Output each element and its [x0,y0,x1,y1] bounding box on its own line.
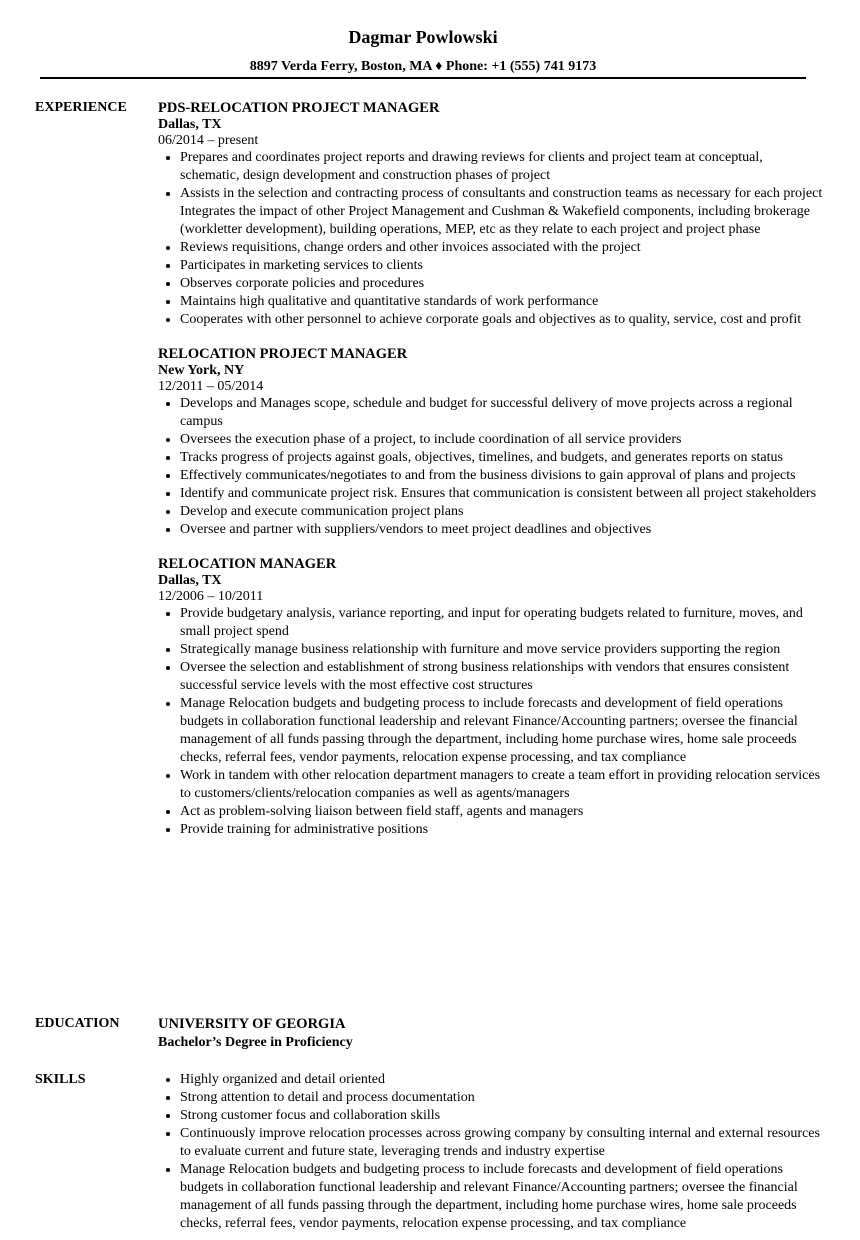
job-title: PDS-RELOCATION PROJECT MANAGER [158,100,440,116]
skill-item: • Continuously improve relocation processes across growing company by consulting internal and external resources to evaluate current and future state, leveraging trends and industry expertise [180,1125,825,1161]
job-bullet: • Cooperates with other personnel to achieve corporate goals and objectives as to quality, service, cost and profit [180,311,825,329]
job-bullets [158,149,825,329]
job-bullet: • Observes corporate policies and procedures [180,275,825,293]
job-entry [158,555,825,839]
job-bullet: • Oversee the selection and establishment of strong business relationships with vendors that ensures consistent successful service levels with the most effective cost structures [180,659,825,695]
experience-section [35,99,825,855]
job-bullet: • Maintains high qualitative and quantitative standards of work performance [180,293,825,311]
job-bullet: • Oversee and partner with suppliers/vendors to meet project deadlines and objectives [180,521,825,539]
job-title: RELOCATION PROJECT MANAGER [158,346,408,362]
job-bullet: • Tracks progress of projects against goals, objectives, timelines, and budgets, and generates reports on status [180,449,825,467]
job-bullets [158,395,825,539]
job-bullet: • Reviews requisitions, change orders and other invoices associated with the project [180,239,825,257]
education-degree: Bachelor’s Degree in Proficiency [158,1035,353,1050]
job-dates: 12/2011 – 05/2014 [158,379,264,394]
job-bullet: • Provide budgetary analysis, variance reporting, and input for operating budgets related to furniture, moves, and small project spend [180,605,825,641]
section-label-skills: SKILLS [35,1072,86,1087]
header-divider [40,77,806,79]
job-bullet: • Identify and communicate project risk. Ensures that communication is consistent between all project stakeholders [180,485,825,503]
contact-line: 8897 Verda Ferry, Boston, MA ♦ Phone: +1 (555) 741 9173 [249,59,597,74]
job-dates: 06/2014 – present [158,133,259,148]
job-bullet: • Act as problem-solving liaison between field staff, agents and managers [180,803,825,821]
education-school: UNIVERSITY OF GEORGIA [158,1016,346,1032]
job-bullet: • Work in tandem with other relocation department managers to create a team effort in providing relocation services to customers/clients/relocation companies as well as agents/managers [180,767,825,803]
job-bullet: • Assists in the selection and contracting process of consultants and construction teams as necessary for each project Integrates the impact of other Project Management and Cushman & Wakefield components, including brokerage (workletter development), building operations, MEP, etc as they relate to each project and project phase [180,185,825,239]
skill-item: • Strong customer focus and collaboration skills [180,1107,825,1125]
job-location: Dallas, TX [158,573,222,588]
job-bullets [158,605,825,839]
education-section [35,1015,825,1053]
job-bullet: • Oversees the execution phase of a project, to include coordination of all service providers [180,431,825,449]
job-entry [158,99,825,329]
job-bullet: • Develops and Manages scope, schedule and budget for successful delivery of move projects across a regional campus [180,395,825,431]
job-location: New York, NY [158,363,245,378]
skills-section [35,1071,825,1233]
job-bullet: • Develop and execute communication project plans [180,503,825,521]
resume-header [40,26,806,75]
job-bullet: • Manage Relocation budgets and budgeting process to include forecasts and development of field operations budgets in collaboration functional leadership and relevant Finance/Accounting partners; oversee the financial management of all funds passing through the department, including home purchase wires, home sale proceeds checks, referral fees, vendor payments, relocation expense processing, and tax compliance [180,695,825,767]
job-bullet: • Provide training for administrative positions [180,821,825,839]
section-label-experience: EXPERIENCE [35,100,127,115]
job-bullet: • Prepares and coordinates project reports and drawing reviews for clients and project team at conceptual, schematic, design development and construction phases of project [180,149,825,185]
job-title: RELOCATION MANAGER [158,556,337,572]
job-bullet: • Participates in marketing services to clients [180,257,825,275]
skill-item: • Strong attention to detail and process documentation [180,1089,825,1107]
job-location: Dallas, TX [158,117,222,132]
skill-item: • Manage Relocation budgets and budgeting process to include forecasts and development of field operations budgets in collaboration functional leadership and relevant Finance/Accounting partners; oversee the financial management of all funds passing through the department, including home purchase wires, home sale proceeds checks, referral fees, vendor payments, relocation expense processing, and tax compliance [180,1161,825,1233]
job-bullet: • Strategically manage business relationship with furniture and move service providers supporting the region [180,641,825,659]
job-bullet: • Effectively communicates/negotiates to and from the business divisions to gain approval of plans and projects [180,467,825,485]
job-entry [158,345,825,539]
job-dates: 12/2006 – 10/2011 [158,589,264,604]
skills-list [158,1071,825,1233]
candidate-name: Dagmar Powlowski [348,27,498,47]
section-label-education: EDUCATION [35,1016,120,1031]
skill-item: • Highly organized and detail oriented [180,1071,825,1089]
